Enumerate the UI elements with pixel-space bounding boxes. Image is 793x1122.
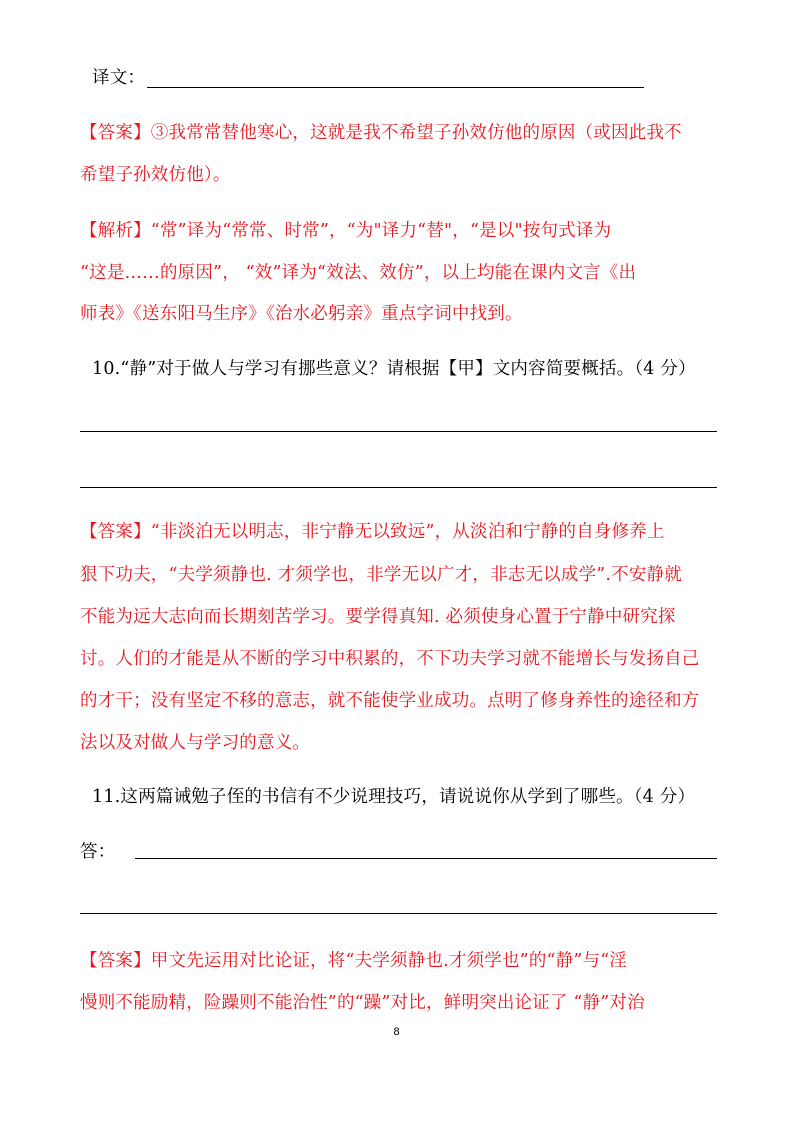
page-number: 8 — [393, 1026, 400, 1038]
q10-answer-line-1[interactable] — [80, 431, 717, 432]
q10-answer-line-2[interactable] — [80, 487, 717, 488]
q10-answer-line: 法以及对做人与学习的意义。 — [80, 733, 311, 753]
q10-question: 10.“静”对于做人与学习有挪些意义？请根据【甲】文内容简要概括。（4 分） — [92, 359, 696, 379]
q9-analysis-line-2: “这是……的原因”， “效”译为“效法、效仿”，以上均能在课内文言《出 — [80, 263, 637, 283]
q9-analysis-line-1: 【解析】“常”译为“常常、时常”，“为"译力“替"，“是以"按句式译为 — [80, 221, 612, 241]
q11-answer-line: 慢则不能励精，险躁则不能治性”的“躁”对比，鲜明突出论证了 “静”对治 — [80, 993, 645, 1013]
q11-question: 11.这两篇诫勉子侄的书信有不少说理技巧，请说说你从学到了哪些。（4 分） — [92, 787, 696, 807]
q9-answer-line-2: 希望子孙效仿他）。 — [80, 165, 231, 185]
q9-answer-line-1: 【答案】③我常常替他寒心，这就是我不希望子孙效仿他的原因（或因此我不 — [80, 123, 682, 143]
q9-analysis-line-3: 师表》《送东阳马生序》《治水必躬亲》重点字词中找到。 — [80, 304, 523, 324]
q11-answer-line-1[interactable] — [135, 858, 717, 859]
translation-label: 译文： — [92, 68, 146, 88]
q11-answer-line: 【答案】甲文先运用对比论证，将“夫学须静也.才须学也”的“静”与“淫 — [80, 951, 628, 971]
q10-answer-line: 【答案】“非淡泊无以明志，非宁静无以致远”，从淡泊和宁静的自身修养上 — [80, 522, 665, 542]
q10-answer-line: 狠下功夫，“夫学须静也. 才须学也，非学无以广才，非志无以成学”.不安静就 — [80, 565, 682, 585]
q10-answer-line: 的才干；没有坚定不移的意志，就不能使学业成功。点明了修身养性的途径和方 — [80, 691, 700, 711]
q10-answer-line: 讨。人们的才能是从不断的学习中积累的，不下功夫学习就不能增长与发扬自己 — [80, 649, 700, 669]
translation-answer-line[interactable] — [147, 87, 644, 88]
q10-answer-line: 不能为远大志向而长期刻苦学习。要学得真知. 必须使身心置于宁静中研究探 — [80, 607, 676, 627]
q11-answer-label: 答： — [80, 842, 116, 862]
q11-answer-line-2[interactable] — [80, 913, 717, 914]
